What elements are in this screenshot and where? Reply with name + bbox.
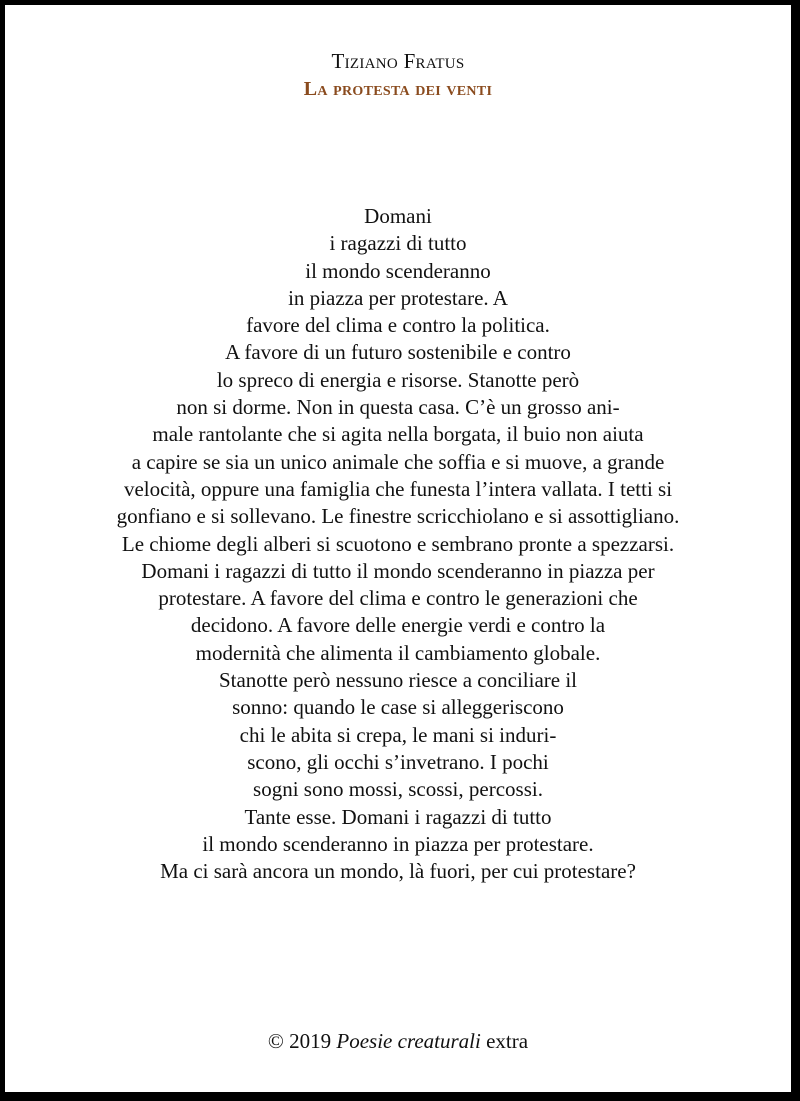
poem-line: Domani i ragazzi di tutto il mondo scenderanno in piazza per — [141, 558, 655, 583]
footer — [5, 1027, 791, 1055]
poem-line: Stanotte però nessuno riesce a conciliare il — [218, 668, 578, 693]
poem-line: sonno: quando le case si alleggeriscono — [232, 695, 564, 720]
poem-line: in piazza per protestare. A — [288, 285, 508, 310]
poem-line: non si dorme. Non in questa casa. C’è un grosso ani- — [176, 395, 620, 420]
poem-line: decidono. A favore delle energie verdi e contro la — [190, 613, 606, 638]
poem-title: La protesta dei venti — [303, 78, 493, 100]
poem-line: a capire se sia un unico animale che soffia e si muove, a grande — [131, 449, 665, 474]
poem-line: scono, gli occhi s’invetrano. I pochi — [247, 749, 549, 774]
poem-line: sogni sono mossi, scossi, percossi. — [253, 777, 543, 802]
poem-line: Le chiome degli alberi si scuotono e sembrano pronte a spezzarsi. — [121, 531, 675, 556]
poem-line: A favore di un futuro sostenibile e contro — [225, 340, 571, 365]
poem-line: gonfiano e si sollevano. Le finestre scricchiolano e si assottigliano. — [116, 504, 680, 529]
poem-line: il mondo scenderanno — [305, 258, 491, 283]
collection-name: Poesie creaturali — [336, 1029, 481, 1053]
poem-line: i ragazzi di tutto — [329, 231, 467, 256]
collection-suffix: extra — [486, 1029, 529, 1053]
poem-body — [5, 203, 791, 885]
poem-line: il mondo scenderanno in piazza per protestare. — [202, 831, 594, 856]
poem-line: chi le abita si crepa, le mani si induri- — [239, 722, 557, 747]
poem-line: lo spreco di energia e risorse. Stanotte però — [216, 367, 580, 392]
poem-line: modernità che alimenta il cambiamento globale. — [195, 640, 601, 665]
copyright-year: © 2019 — [267, 1029, 332, 1053]
author-name: Tiziano Fratus — [331, 49, 465, 73]
poem-line: favore del clima e contro la politica. — [246, 313, 550, 338]
poem-line: protestare. A favore del clima e contro le generazioni che — [158, 586, 638, 611]
poem-line: velocità, oppure una famiglia che funesta l’intera vallata. I tetti si — [123, 476, 673, 501]
poem-line: Domani — [364, 204, 432, 228]
poem-line: male rantolante che si agita nella borgata, il buio non aiuta — [152, 422, 644, 447]
header — [5, 47, 791, 103]
poem-line: Tante esse. Domani i ragazzi di tutto — [244, 804, 552, 829]
poem-line: Ma ci sarà ancora un mondo, là fuori, per cui protestare? — [160, 859, 636, 884]
